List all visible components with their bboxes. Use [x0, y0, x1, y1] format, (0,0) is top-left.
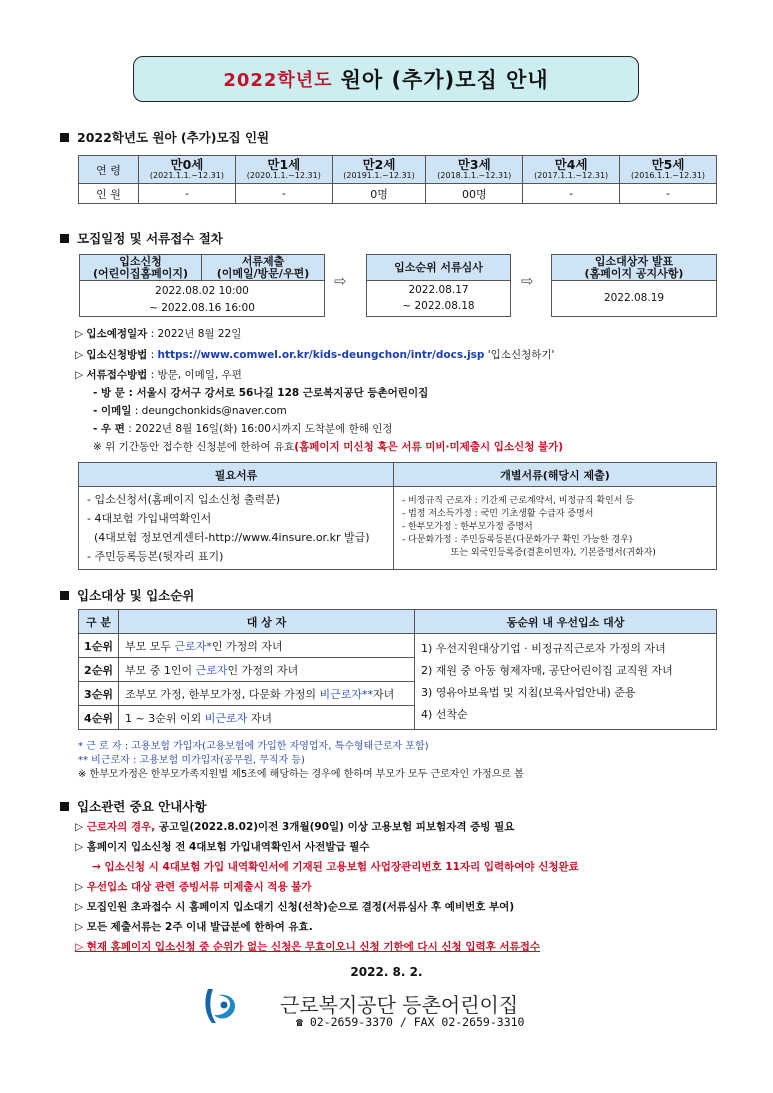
arrow-icon: ⇨	[334, 272, 347, 290]
notice-1: ▷ 근로자의 경우, 공고일(2022.8.02)이전 3개월(90일) 이상 고용보험 피보험자격 증빙 필요	[75, 821, 515, 833]
rank-3: 3순위	[79, 682, 119, 706]
age-4: 만4세 (2017.1.1.~12.31)	[523, 156, 620, 184]
extra-doc-item: - 다문화가정 : 주민등록등본(다문화가구 확인 가능한 경우)	[402, 535, 633, 545]
age-0: 만0세 (2021.1.1.~12.31)	[139, 156, 236, 184]
note-singleparent: ※ 한부모가정은 한부모가족지원법 제5조에 해당하는 경우에 한하며 부모가 모두 근로자인 가정으로 봄	[78, 769, 524, 780]
visit-line: - 방 문 : 서울시 강서구 강서로 56나길 128 근로복지공단 등촌어린이집	[93, 387, 429, 399]
priority-item: 1) 우선지원대상기업 · 비정규직근로자 가정의 자녀	[421, 641, 666, 655]
recruit-count-table	[78, 155, 717, 204]
notice-4: ▷ 모집인원 초과접수 시 홈페이지 입소대기 신청(선착)순으로 결정(서류심사 후 예비번호 부여)	[75, 901, 515, 913]
rank-4: 4순위	[79, 706, 119, 730]
priority-item: 3) 영유아보육법 및 지침(보육사업안내) 준용	[421, 685, 636, 699]
mail-line: - 우 편 : 2022년 8월 16일(화) 16:00시까지 도착분에 한해 인정	[93, 423, 393, 435]
count-3: 00명	[426, 184, 523, 204]
age-label: 연 령	[79, 156, 139, 184]
section2-heading: 모집일정 및 서류접수 절차	[60, 229, 223, 247]
priority-item: 2) 재원 중 아동 형제자매, 공단어린이집 교직원 자녀	[421, 663, 673, 677]
note-nonworker: ** 비근로자 : 고용보험 미가입자(공무원, 무직자 등)	[78, 755, 305, 766]
count-2: 0명	[332, 184, 426, 204]
doc-item: - 주민등록등본(뒷자리 표기)	[87, 550, 224, 563]
org-name: 근로복지공단 등촌어린이집	[280, 993, 519, 1017]
notice-6: ▷ 현재 홈페이지 입소신청 중 순위가 없는 신청은 무효이오니 신청 기한에 다시 신청 입력후 서류접수	[75, 941, 540, 953]
step1-box: 입소신청 (어린이집홈페이지) 서류제출 (이메일/방문/우편) 2022.08.02 10:00 ~ 2022.08.16 16:00	[79, 254, 325, 317]
notice-2: ▷ 홈페이지 입소신청 전 4대보험 가입내역확인서 사전발급 필수	[75, 841, 370, 853]
extra-doc-item: - 한부모가정 : 한부모가정 증명서	[402, 522, 533, 532]
age-3: 만3세 (2018.1.1.~12.31)	[426, 156, 523, 184]
priority-table: 구 분 대 상 자 동순위 내 우선입소 대상 1순위 부모 모두 근로자*인 가정의 자녀 1) 우선지원대상기업 · 비정규직근로자 가정의 자녀 2) 재원 중 아동 형제자매, 공단어린이집 교직원 자녀 3) 영유아보육법 및 지침(보육사업안내) 준용 4) 선착순 2순위 부모 중 1인이 근로자인 가정의 자녀 3순위 조부모 가정, 한부모가정, 다문화 가정의 비근로자**자녀 4순위 1 ~ 3순위 이외 비근로자 자녀	[78, 609, 717, 730]
rank-1: 1순위	[79, 634, 119, 658]
count-0: -	[139, 184, 236, 204]
notice-2-detail: → 입소신청 시 4대보험 가입 내역확인서에 기재된 고용보험 사업장관리번호 11자리 입력하여야 신청완료	[92, 861, 579, 873]
count-1: -	[235, 184, 332, 204]
count-5: -	[620, 184, 717, 204]
email-line: - 이메일 : deungchonkids@naver.com	[93, 405, 287, 417]
count-4: -	[523, 184, 620, 204]
apply-method-line: ▷ 입소신청방법 : https://www.comwel.or.kr/kids-deungchon/intr/docs.jsp '입소신청하기'	[75, 349, 555, 361]
doc-item: (4대보험 정보연계센터-http://www.4insure.or.kr 발급)	[87, 531, 370, 544]
extra-doc-item: - 비정규직 근로자 : 기간제 근로계약서, 비정규직 확인서 등	[402, 496, 634, 506]
notice-5: ▷ 모든 제출서류는 2주 이내 발급분에 한하여 유효.	[75, 921, 313, 933]
age-1: 만1세 (2020.1.1.~12.31)	[235, 156, 332, 184]
age-5: 만5세 (2016.1.1.~12.31)	[620, 156, 717, 184]
section1-heading: 2022학년도 원아 (추가)모집 인원	[60, 128, 269, 146]
doc-item: - 입소신청서(홈페이지 입소신청 출력분)	[87, 493, 281, 506]
note-worker: * 근 로 자 : 고용보험 가입자(고용보험에 가입한 자영업자, 특수형태근로자 포함)	[78, 741, 429, 752]
step3-box: 입소대상자 발표 (홈페이지 공지사항) 2022.08.19	[551, 254, 717, 317]
issue-date: 2022. 8. 2.	[350, 965, 423, 979]
extra-doc-item: 또는 외국인등록증(결혼이민자), 기본증명서(귀화자)	[402, 548, 656, 558]
schedule-date-line: ▷ 입소예정일자 : 2022년 8월 22일	[75, 328, 242, 340]
title-main: 원아 (추가)모집 안내	[340, 68, 549, 92]
doc-method-line: ▷ 서류접수방법 : 방문, 이메일, 우편	[75, 369, 242, 381]
count-label: 인 원	[79, 184, 139, 204]
contact-info: ☎ 02-2659-3370 / FAX 02-2659-3310	[296, 1015, 525, 1029]
section3-heading: 입소대상 및 입소순위	[60, 586, 194, 604]
page-title	[133, 56, 639, 102]
section4-heading: 입소관련 중요 안내사항	[60, 797, 206, 815]
rank-2: 2순위	[79, 658, 119, 682]
notice-line: ※ 위 기간동안 접수한 신청분에 한하여 유효(홈페이지 미신청 혹은 서류 미비·미제출시 입소신청 불가)	[93, 441, 564, 453]
arrow-icon: ⇨	[521, 272, 534, 290]
step2-box: 입소순위 서류심사 2022.08.17 ~ 2022.08.18	[366, 254, 511, 317]
notice-3: ▷ 우선입소 대상 관련 증빙서류 미제출시 적용 불가	[75, 881, 312, 893]
age-2: 만2세 (20191.1.~12.31)	[332, 156, 426, 184]
apply-url-link[interactable]: https://www.comwel.or.kr/kids-deungchon/intr/docs.jsp	[157, 349, 485, 361]
doc-item: - 4대보험 가입내역확인서	[87, 512, 212, 525]
extra-doc-item: - 법정 저소득가정 : 국민 기초생활 수급자 증명서	[402, 509, 594, 519]
org-logo-icon	[200, 985, 242, 1027]
required-docs-table: 필요서류 개별서류(해당시 제출) - 입소신청서(홈페이지 입소신청 출력분) - 4대보험 가입내역확인서 (4대보험 정보연계센터-http://www.4insure.or.kr 발급) - 주민등록등본(뒷자리 표기) - 비정규직 근로자 : 기간제 근로계약서, 비정규직 확인서 등 - 법정 저소득가정 : 국민 기초생활 수급자 증명서 - 한부모가정 : 한부모가정 증명서 - 다문화가정 : 주민등록등본(다문화가구 확인 가능한 경우) 또는 외국인등록증(결혼이민자), 기본증명서(귀화자)	[78, 462, 717, 570]
priority-item: 4) 선착순	[421, 707, 468, 721]
title-year: 2022학년도	[223, 70, 333, 91]
